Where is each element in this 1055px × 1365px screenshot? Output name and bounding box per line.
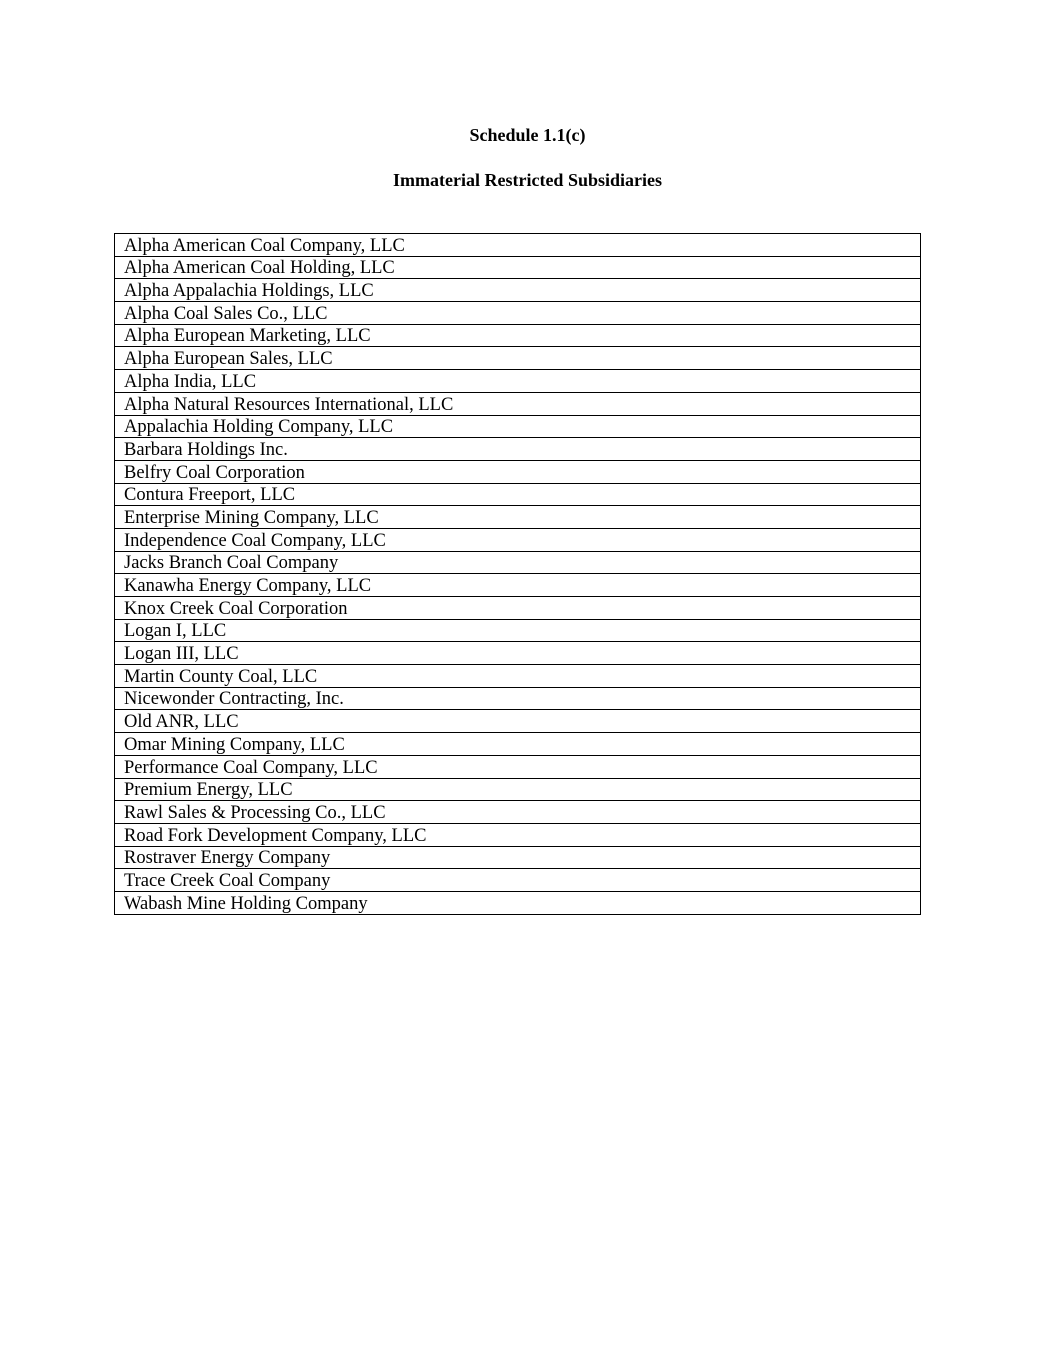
- subsidiary-name: Independence Coal Company, LLC: [115, 528, 921, 551]
- table-row: [115, 755, 921, 778]
- subsidiary-name: Premium Energy, LLC: [115, 778, 921, 801]
- subsidiary-name: Logan I, LLC: [115, 619, 921, 642]
- subsidiary-name: Belfry Coal Corporation: [115, 460, 921, 483]
- table-row: [115, 415, 921, 438]
- table-row: [115, 642, 921, 665]
- subsidiary-name: Alpha American Coal Holding, LLC: [115, 256, 921, 279]
- table-row: [115, 370, 921, 393]
- table-row: [115, 460, 921, 483]
- table-row: [115, 392, 921, 415]
- table-row: [115, 279, 921, 302]
- table-row: [115, 528, 921, 551]
- table-row: [115, 687, 921, 710]
- table-row: [115, 483, 921, 506]
- subsidiary-name: Kanawha Energy Company, LLC: [115, 574, 921, 597]
- table-row: [115, 234, 921, 257]
- table-row: [115, 619, 921, 642]
- table-row: [115, 891, 921, 914]
- subsidiary-name: Alpha European Marketing, LLC: [115, 324, 921, 347]
- subsidiary-name: Enterprise Mining Company, LLC: [115, 506, 921, 529]
- subsidiary-name: Old ANR, LLC: [115, 710, 921, 733]
- subsidiary-name: Alpha American Coal Company, LLC: [115, 234, 921, 257]
- subsidiary-name: Wabash Mine Holding Company: [115, 891, 921, 914]
- subsidiary-name: Omar Mining Company, LLC: [115, 733, 921, 756]
- subsidiary-name: Road Fork Development Company, LLC: [115, 823, 921, 846]
- table-row: [115, 801, 921, 824]
- table-row: [115, 823, 921, 846]
- table-row: [115, 869, 921, 892]
- subsidiary-name: Alpha Appalachia Holdings, LLC: [115, 279, 921, 302]
- table-row: [115, 846, 921, 869]
- table-row: [115, 438, 921, 461]
- subsidiary-name: Rawl Sales & Processing Co., LLC: [115, 801, 921, 824]
- subsidiary-name: Rostraver Energy Company: [115, 846, 921, 869]
- subsidiary-name: Alpha European Sales, LLC: [115, 347, 921, 370]
- subsidiary-name: Nicewonder Contracting, Inc.: [115, 687, 921, 710]
- table-row: [115, 778, 921, 801]
- subsidiary-name: Logan III, LLC: [115, 642, 921, 665]
- subsidiary-name: Trace Creek Coal Company: [115, 869, 921, 892]
- subsidiary-name: Alpha Natural Resources International, LLC: [115, 392, 921, 415]
- subsidiary-name: Martin County Coal, LLC: [115, 665, 921, 688]
- table-row: [115, 665, 921, 688]
- subsidiary-name: Performance Coal Company, LLC: [115, 755, 921, 778]
- table-row: [115, 347, 921, 370]
- subsidiary-name: Barbara Holdings Inc.: [115, 438, 921, 461]
- schedule-title: Schedule 1.1(c): [469, 125, 586, 145]
- subsidiary-name: Appalachia Holding Company, LLC: [115, 415, 921, 438]
- table-row: [115, 506, 921, 529]
- table-row: [115, 256, 921, 279]
- subsidiary-name: Alpha Coal Sales Co., LLC: [115, 302, 921, 325]
- schedule-subtitle: Immaterial Restricted Subsidiaries: [393, 170, 662, 190]
- subsidiary-name: Alpha India, LLC: [115, 370, 921, 393]
- table-row: [115, 324, 921, 347]
- subsidiary-name: Jacks Branch Coal Company: [115, 551, 921, 574]
- table-row: [115, 551, 921, 574]
- subsidiary-name: Knox Creek Coal Corporation: [115, 597, 921, 620]
- table-row: [115, 597, 921, 620]
- subsidiary-name: Contura Freeport, LLC: [115, 483, 921, 506]
- table-row: [115, 302, 921, 325]
- table-row: [115, 710, 921, 733]
- subsidiaries-table: [114, 233, 921, 915]
- table-row: [115, 733, 921, 756]
- table-row: [115, 574, 921, 597]
